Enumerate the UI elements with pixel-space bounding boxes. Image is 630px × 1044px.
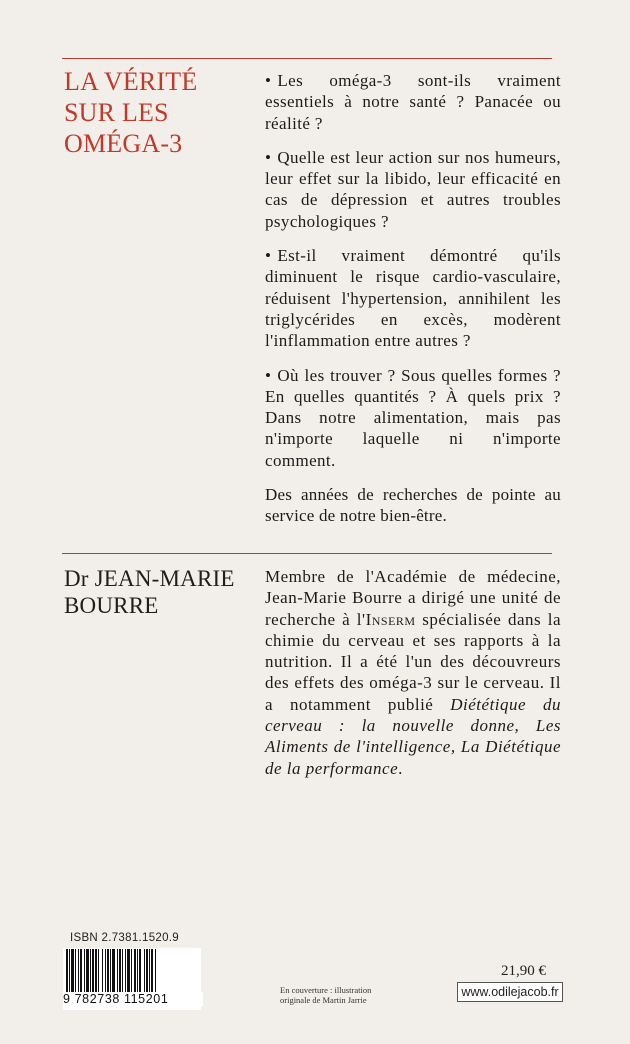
bio-institute: Inserm <box>365 609 416 629</box>
bio-part-1: Membre de l'Académie de médecine, Jean-Marie Bourre a dirigé une unité de recherche à l' <box>265 567 561 629</box>
bullet-text-2: Quelle est leur action sur nos humeurs, leur effet sur la libido, leur efficacité en cas de dépression et autres troubles psychologiques ? <box>265 147 561 231</box>
title-line-1: LA VÉRITÉ <box>64 67 198 96</box>
barcode-bar <box>112 949 115 993</box>
barcode-bar <box>66 949 68 993</box>
author-bio <box>265 566 561 779</box>
barcode-bar <box>92 949 94 993</box>
barcode-bar <box>122 949 123 993</box>
barcode-bar <box>105 949 106 993</box>
barcode-bars <box>63 948 201 994</box>
bullet-dot: • <box>265 246 272 266</box>
barcode-bar <box>102 949 103 993</box>
bullet-text-4: Où les trouver ? Sous quelles formes ? En quelles quantités ? À quels prix ? Dans notre alimentation, mais pas n'importe laquelle ni n'importe comment. <box>265 365 561 470</box>
barcode-bar <box>98 949 99 993</box>
cover-credit <box>280 985 410 1005</box>
barcode-bar <box>137 949 138 993</box>
top-divider-rule <box>62 58 552 59</box>
barcode-bar <box>75 949 76 993</box>
bullet-text-3: Est-il vraiment démontré qu'ils diminuent le risque cardio-vasculaire, réduisent l'hypertension, annihilent les triglycérides en excès, modèrent l'inflammation entre autres ? <box>265 246 561 351</box>
bullet-dot: • <box>265 71 272 90</box>
title-line-3: OMÉGA-3 <box>64 129 183 158</box>
barcode-bar <box>71 949 74 993</box>
barcode-bar <box>155 949 156 993</box>
cover-credit-line-1: En couverture : illustration <box>280 985 372 995</box>
barcode-bar <box>84 949 85 993</box>
bio-end: . <box>398 758 403 778</box>
barcode-bar <box>119 949 121 993</box>
barcode-bar <box>86 949 89 993</box>
cover-credit-line-2: originale de Martin Jarrie <box>280 995 367 1005</box>
barcode-bar <box>146 949 148 993</box>
publisher-website: www.odilejacob.fr <box>457 982 563 1002</box>
barcode-bar <box>127 949 130 993</box>
tagline: Des années de recherches de pointe au service de notre bien-être. <box>265 485 561 526</box>
bullet-item-2 <box>265 147 561 232</box>
bullet-item-1 <box>265 70 561 134</box>
bio-part-2: spécialisée dans la chimie du cerveau et ses rapports à la nutrition. Il a été l'un des découvreurs des effets des oméga-3 sur le cerveau. Il a notamment publié <box>265 609 561 714</box>
barcode-bar <box>80 949 82 993</box>
bullet-dot: • <box>265 147 272 167</box>
bullet-item-3 <box>265 245 561 351</box>
bullet-list <box>265 70 561 544</box>
bullet-text-1: Les oméga-3 sont-ils vraiment essentiels à notre santé ? Panacée ou réalité ? <box>265 71 561 133</box>
author-line-1: Dr JEAN-MARIE <box>64 566 235 591</box>
barcode-bar <box>95 949 97 993</box>
title-line-2: SUR LES <box>64 98 169 127</box>
author-name <box>64 565 264 619</box>
middle-divider-rule <box>62 553 552 554</box>
barcode-bar <box>139 949 141 993</box>
barcode-bar <box>144 949 145 993</box>
barcode-bar <box>78 949 79 993</box>
barcode-bar <box>90 949 91 993</box>
bullet-item-4 <box>265 365 561 471</box>
bullet-dot: • <box>265 365 272 385</box>
barcode-bar <box>110 949 111 993</box>
isbn-number: ISBN 2.7381.1520.9 <box>70 932 179 944</box>
barcode-bar <box>131 949 132 993</box>
barcode-bar <box>149 949 150 993</box>
price: 21,90 € <box>501 963 546 979</box>
barcode-bar <box>125 949 126 993</box>
barcode-bar <box>117 949 118 993</box>
barcode-bar <box>134 949 136 993</box>
bio-books: Diététique du cerveau : la nouvelle donne, Les Aliments de l'intelligence, La Diététique de la performance <box>265 694 561 778</box>
barcode-bar <box>69 949 70 993</box>
book-title <box>64 66 254 159</box>
ean-digits: 9 782738 115201 <box>63 992 203 1006</box>
barcode-bar <box>107 949 109 993</box>
author-line-2: BOURRE <box>64 593 159 618</box>
barcode-bar <box>151 949 153 993</box>
